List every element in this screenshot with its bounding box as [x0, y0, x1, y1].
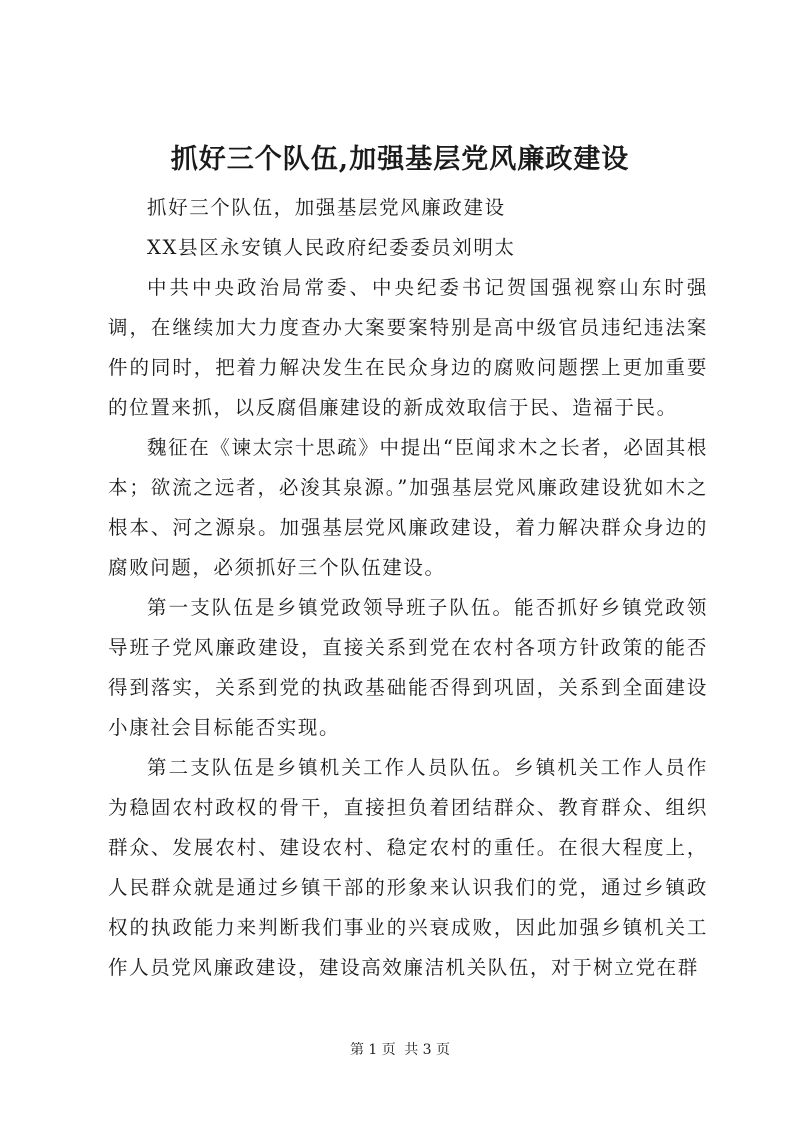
paragraph: 第二支队伍是乡镇机关工作人员队伍。乡镇机关工作人员作为稳固农村政权的骨干，直接担负着团结群众、教育群众、组织群众、发展农村、建设农村、稳定农村的重任。在很大程度上，人民群众就是通过乡镇干部的形象来认识我们的党，通过乡镇政权的执政能力来判断我们事业的兴衰成败，因此加强乡镇机关工作人员党风廉政建设，建设高效廉洁机关队伍，对于树立党在群 — [108, 756, 708, 979]
document-title: 抓好三个队伍,加强基层党风廉政建设 — [170, 144, 630, 175]
paragraph: 中共中央政治局常委、中央纪委书记贺国强视察山东时强调，在继续加大力度查办大案要案特别是高中级官员违纪违法案件的同时，把着力解决发生在民众身边的腐败问题摆上更加重要的位置来抓，以反腐倡廉建设的新成效取信于民、造福于民。 — [108, 276, 708, 419]
page-total: 共 3 页 — [404, 1042, 451, 1058]
subtitle: 抓好三个队伍，加强基层党风廉政建设 — [147, 196, 506, 219]
document-body — [108, 188, 708, 988]
page-number: 第 1 页 — [349, 1042, 396, 1058]
page-footer — [0, 1040, 800, 1060]
paragraph: 第一支队伍是乡镇党政领导班子队伍。能否抓好乡镇党政领导班子党风廉政建设，直接关系到党在农村各项方针政策的能否得到落实，关系到党的执政基础能否得到巩固，关系到全面建设小康社会目标能否实现。 — [108, 596, 708, 739]
author-line: XX县区永安镇人民政府纪委委员刘明太 — [147, 236, 516, 259]
paragraph: 魏征在《谏太宗十思疏》中提出“臣闻求木之长者，必固其根本；欲流之远者，必浚其泉源。”加强基层党风廉政建设犹如木之根本、河之源泉。加强基层党风廉政建设，着力解决群众身边的腐败问题，必须抓好三个队伍建设。 — [108, 436, 708, 579]
